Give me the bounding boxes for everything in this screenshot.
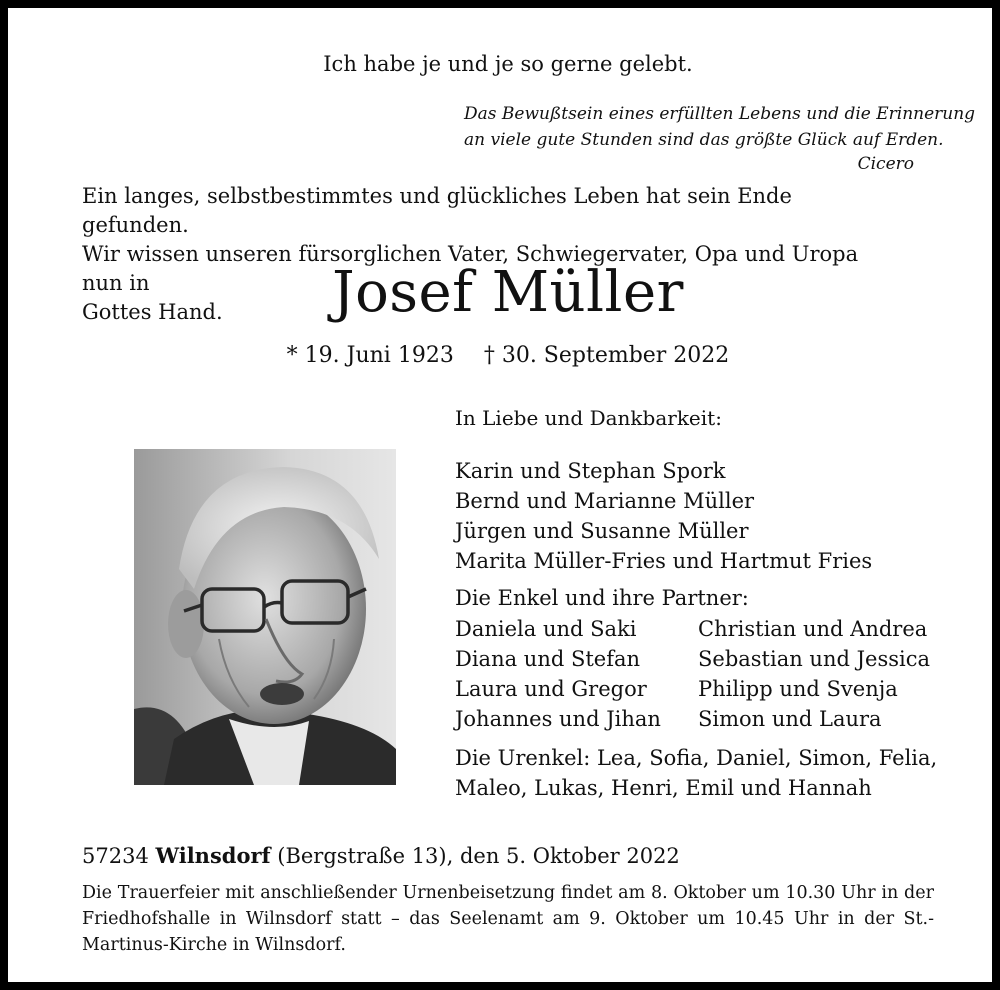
grandchildren-heading: Die Enkel und ihre Partner:	[455, 586, 749, 610]
list-item: Christian und Andrea	[698, 617, 928, 641]
list-item: Daniela und Saki	[455, 617, 637, 641]
list-item: Bernd und Marianne Müller	[455, 489, 755, 513]
cicero-quote	[464, 101, 975, 153]
great-grandchildren-line-2: Maleo, Lukas, Henri, Emil und Hannah	[455, 776, 872, 800]
list-item: Sebastian und Jessica	[698, 647, 930, 671]
address-date: (Bergstraße 13), den 5. Oktober 2022	[277, 844, 680, 868]
list-item: Marita Müller-Fries und Hartmut Fries	[455, 549, 873, 573]
intro-line-2: Wir wissen unseren fürsorglichen Vater, Schwiegervater, Opa und Uropa nun in	[82, 242, 859, 295]
list-item: Simon und Laura	[698, 707, 882, 731]
list-item: Laura und Gregor	[455, 677, 647, 701]
portrait-photo-art	[134, 449, 396, 785]
grandchildren-column-right	[698, 614, 930, 734]
town-name: Wilnsdorf	[155, 843, 271, 868]
quote-line-2: an viele gute Stunden sind das größte Glück auf Erden.	[464, 130, 944, 150]
place-and-date	[82, 843, 680, 868]
quote-author: Cicero	[857, 154, 914, 174]
service-details: Die Trauerfeier mit anschließender Urnenbeisetzung findet am 8. Oktober um 10.30 Uhr in der Friedhofshalle in Wilnsdorf statt – das Seelenamt am 9. Oktober um 10.45 Uhr in der St.-Martinus-Kirche in Wilnsdorf.	[82, 883, 934, 955]
list-item: Karin und Stephan Spork	[455, 459, 726, 483]
postal-code: 57234	[82, 844, 149, 868]
list-item: Johannes und Jihan	[455, 707, 661, 731]
list-item: Diana und Stefan	[455, 647, 641, 671]
mourners-heading: In Liebe und Dankbarkeit:	[455, 406, 722, 430]
great-grandchildren	[455, 743, 937, 803]
birth-date: * 19. Juni 1923	[286, 343, 454, 368]
deceased-name: Josef Müller	[332, 260, 684, 325]
death-date: † 30. September 2022	[483, 343, 730, 368]
intro-line-3: Gottes Hand.	[82, 300, 223, 324]
portrait-photo	[134, 449, 396, 785]
great-grandchildren-line-1: Die Urenkel: Lea, Sofia, Daniel, Simon, Felia,	[455, 746, 938, 770]
motto: Ich habe je und je so gerne gelebt.	[323, 52, 693, 76]
list-item: Jürgen und Susanne Müller	[455, 519, 749, 543]
list-item: Philipp und Svenja	[698, 677, 898, 701]
life-dates	[8, 343, 1000, 368]
children-list	[455, 456, 872, 576]
intro-line-1: Ein langes, selbstbestimmtes und glückliches Leben hat sein Ende gefunden.	[82, 184, 792, 237]
quote-line-1: Das Bewußtsein eines erfüllten Lebens und die Erinnerung	[464, 104, 976, 124]
grandchildren-column-left	[455, 614, 661, 734]
